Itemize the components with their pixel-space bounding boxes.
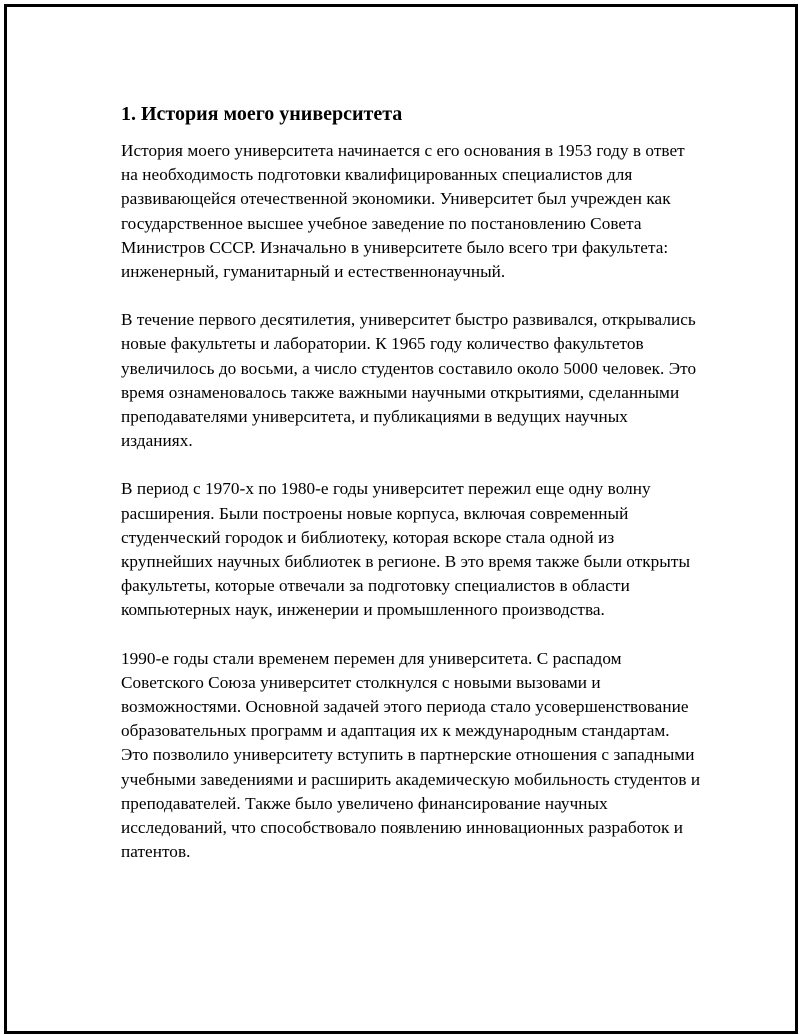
paragraph-1990s: 1990-е годы стали временем перемен для университета. С распадом Советского Союза университет столкнулся с новыми вызовами и возможностями. Основной задачей этого периода стало усовершенствование образовательных программ и адаптация их к международным стандартам. Это позволило университету вступить в партнерские отношения с западными учебными заведениями и расширить академическую мобильность студентов и преподавателей. Также было увеличено финансирование научных исследований, что способствовало появлению инновационных разработок и патентов. xyxy=(121,648,701,862)
paragraph-expansion: В период с 1970-х по 1980-е годы университет пережил еще одну волну расширения. Были построены новые корпуса, включая современный студенческий городок и библиотеку, которая вскоре стала одной из крупнейших научных библиотек в регионе. В это время также были открыты факультеты, которые отвечали за подготовку специалистов в области компьютерных наук, инженерии и промышленного производства. xyxy=(121,479,691,620)
paragraph-first-decade: В течение первого десятилетия, университет быстро развивался, открывались новые факультеты и лаборатории. К 1965 году количество факультетов увеличилось до восьми, а число студентов составило около 5000 человек. Это время ознаменовалось также важными научными открытиями, сделанными преподавателями университета, и публикациями в ведущих научных изданиях. xyxy=(121,310,697,451)
section-heading: 1. История моего университета xyxy=(121,103,403,125)
page-frame xyxy=(4,4,798,1034)
paragraph-founding: История моего университета начинается с его основания в 1953 году в ответ на необходимость подготовки квалифицированных специалистов для развивающейся отечественной экономики. Университет был учрежден как государственное высшее учебное заведение по постановлению Совета Министров СССР. Изначально в университете было всего три факультета: инженерный, гуманитарный и естественнонаучный. xyxy=(121,141,685,282)
document-body xyxy=(121,102,701,888)
